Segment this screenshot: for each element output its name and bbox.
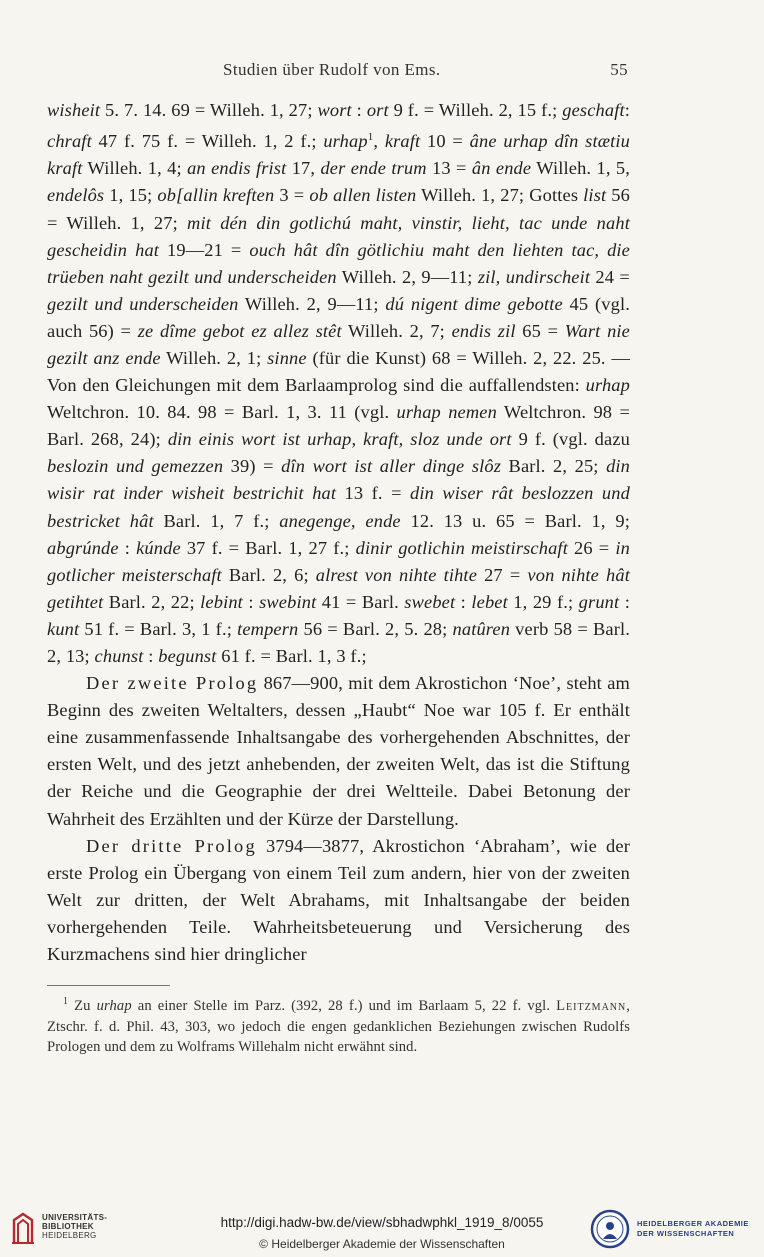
academy-seal-icon bbox=[590, 1209, 630, 1249]
footnote-ref: 1 bbox=[367, 131, 374, 144]
footnote: $^1$ Zu urhap an einer Stelle im Parz. (392, 28 f.) und im Barlaam 5, 22 f. vgl. Leitzmann, Ztschr. f. d. Phil. 43, 303, wo jedoch die engen gedanklichen Beziehungen zwischen Rudolfs Prologen und dem zu Wolframs Willehalm nicht erwähnt sind. bbox=[47, 996, 630, 1056]
paragraph-1: wisheit 5. 7. 14. 69 = Willeh. 1, 27; wort : ort 9 f. = Willeh. 2, 15 f.; geschaft: chraft 47 f. 75 f. = Willeh. 1, 2 f.; urhap$^1$, kraft 10 = âne urhap dîn stætiu kraft Willeh. 1, 4; an endis frist 17, der ende trum 13 = ân ende Willeh. 1, 5, endelôs 1, 15; ob[allin kreften 3 = ob allen listen Willeh. 1, 27; Gottes list 56 = Willeh. 1, 27; mit dén din gotlichú maht, vinstir, lieht, tac unde naht gescheidin hat 19—21 = ouch hât dîn götlichiu maht den liehten tac, die trüeben naht gezilt und underscheiden Willeh. 2, 9—11; zil, undirscheit 24 = gezilt und underscheiden Willeh. 2, 9—11; dú nigent dime gebotte 45 (vgl. auch 56) = ze dîme gebot ez allez stêt Willeh. 2, 7; endis zil 65 = Wart nie gezilt anz ende Willeh. 2, 1; sinne (für die Kunst) 68 = Willeh. 2, 22. 25. — Von den Gleichungen mit dem Barlaamprolog sind die auffallendsten: urhap Weltchron. 10. 84. 98 = Barl. 1, 3. 11 (vgl. urhap nemen Weltchron. 98 = Barl. 268, 24); din einis wort ist urhap, kraft, sloz unde ort 9 f. (vgl. dazu beslozin und gemezzen 39) = dîn wort ist aller dinge slôz Barl. 2, 25; din wisir rat inder wisheit bestrichit hat 13 f. = din wiser rât beslozzen und bestricket hât Barl. 1, 7 f.; anegenge, ende 12. 13 u. 65 = Barl. 1, 9; abgrúnde : kúnde 37 f. = Barl. 1, 27 f.; dinir gotlichin meistirschaft 26 = in gotlicher meisterschaft Barl. 2, 6; alrest von nihte tihte 27 = von nihte hât getihtet Barl. 2, 22; lebint : swebint 41 = Barl. swebet : lebet 1, 29 f.; grunt : kunt 51 f. = Barl. 3, 1 f.; tempern 56 = Barl. 2, 5. 28; natûren verb 58 = Barl. 2, 13; chunst : begunst 61 f. = Barl. 1, 3 f.; bbox=[47, 100, 631, 666]
section-heading-spaced: Der zweite Prolog bbox=[86, 673, 259, 694]
running-title: Studien über Rudolf von Ems. bbox=[223, 60, 441, 79]
academy-label: HEIDELBERGER AKADEMIE DER WISSENSCHAFTEN bbox=[637, 1219, 749, 1238]
footnote-divider bbox=[47, 985, 170, 986]
digitization-footer bbox=[0, 1206, 764, 1257]
running-head bbox=[47, 60, 630, 80]
book-page bbox=[47, 60, 630, 1058]
page-number: 55 bbox=[610, 60, 628, 79]
paragraph-3: Der dritte Prolog 3794—3877, Akrostichon ‘Abraham’, wie der erste Prolog ein Übergang von einem Teil zum andern, hier von der zweiten Welt zur dritten, der Welt Abrahams, mit Inhaltsangabe der beiden vorhergehenden Teile. Wahrheitsbeteuerung und Versicherung des Kurzmachens sind hier dringlicher bbox=[47, 835, 630, 965]
section-heading-spaced: Der dritte Prolog bbox=[86, 835, 257, 856]
copyright-notice: © Heidelberger Akademie der Wissenschaften bbox=[259, 1237, 505, 1251]
university-library-label: UNIVERSITÄTS- BIBLIOTHEK HEIDELBERG bbox=[42, 1213, 108, 1240]
footnote-mark: 1 bbox=[63, 996, 69, 1008]
paragraph-2: Der zweite Prolog 867—900, mit dem Akrostichon ‘Noe’, steht am Beginn des zweiten Weltalters, dessen „Haubt“ Noe war 105 f. Er enthält eine zusammenfassende Inhaltsangabe des vorhergehenden Abschnittes, der ersten Welt, und des jetzt anhebenden, der zweiten Welt, das ist die Stiftung der Reiche und die Geographie der drei Weltteile. Dabei Betonung der Wahrheit des Erzählten und der Kürze der Darstellung. bbox=[47, 673, 630, 829]
author-name: Leitzmann bbox=[556, 997, 627, 1014]
source-url-link[interactable]: http://digi.hadw-bw.de/view/sbhadwphkl_1919_8/0055 bbox=[220, 1215, 544, 1230]
body-text bbox=[47, 97, 630, 968]
